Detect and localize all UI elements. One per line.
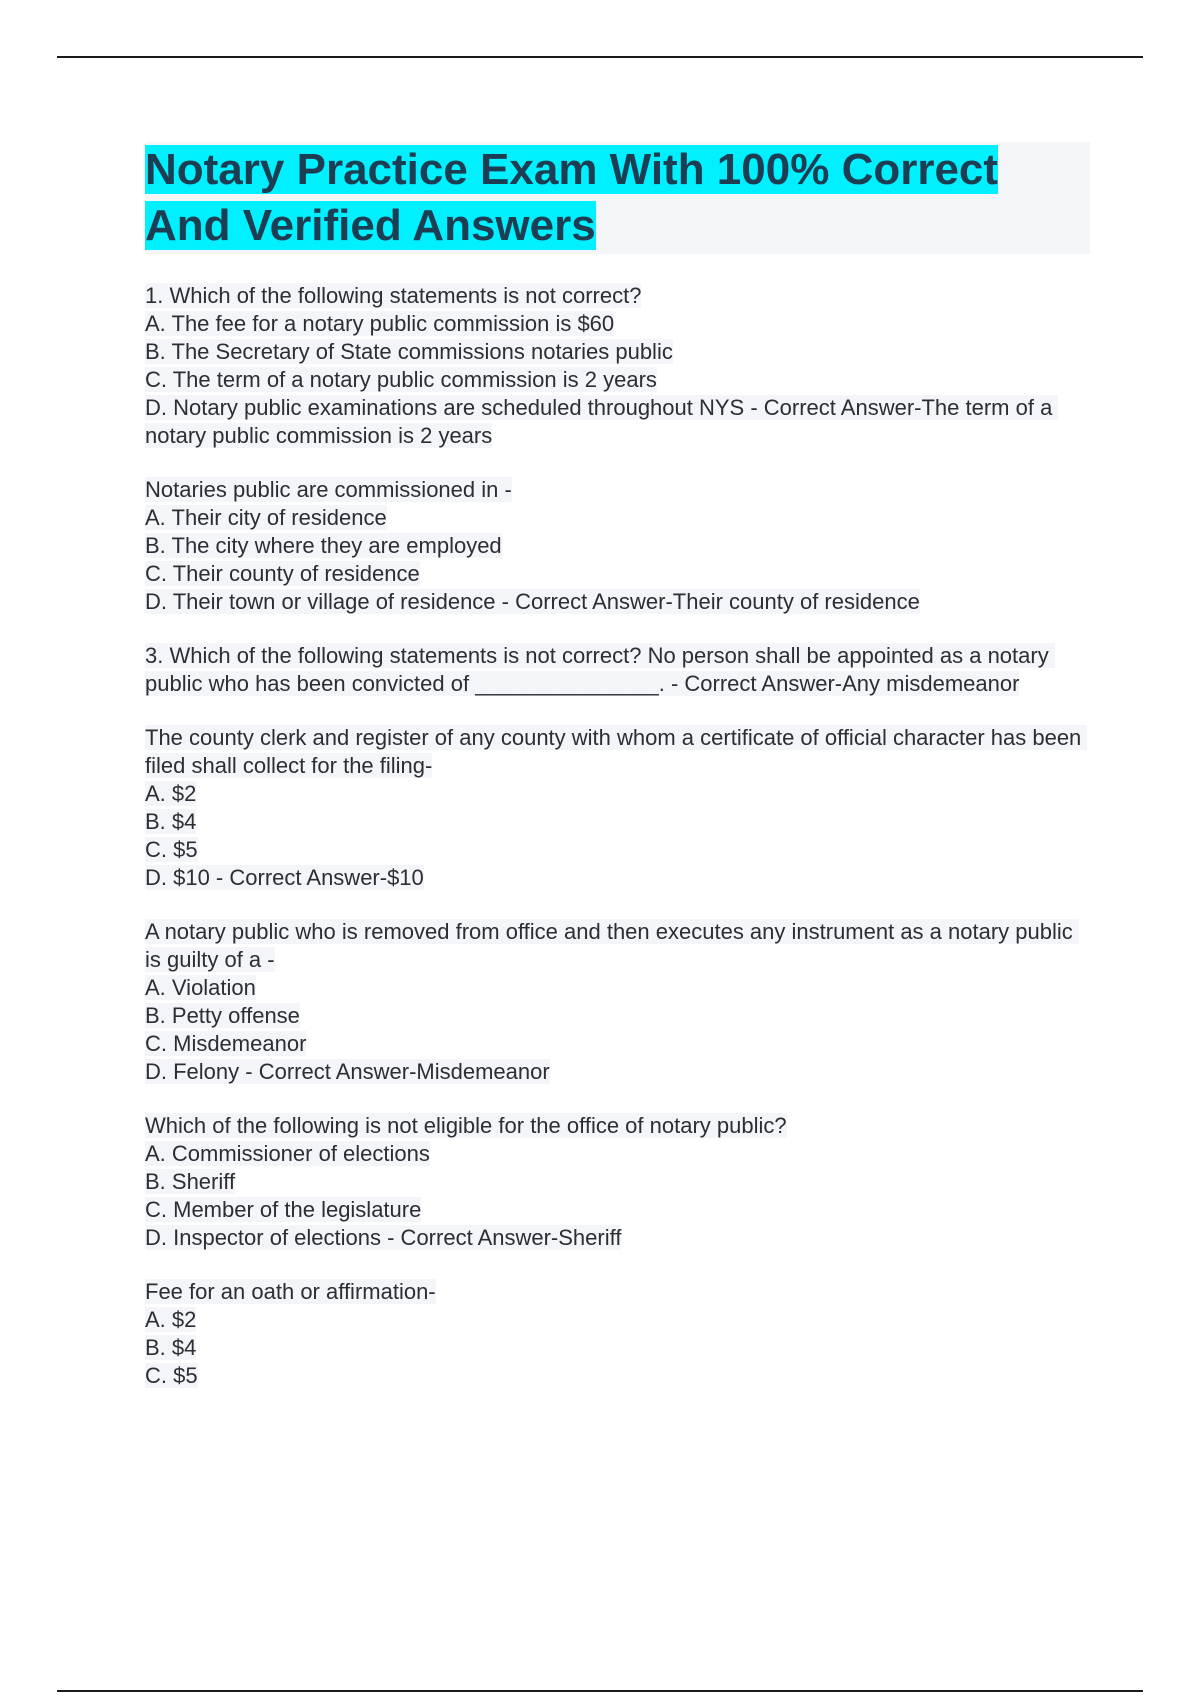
answer-option: C. $5 bbox=[145, 1363, 198, 1388]
answer-option: B. $4 bbox=[145, 1335, 197, 1360]
answer-option: A. Commissioner of elections bbox=[145, 1141, 430, 1166]
question-text: The county clerk and register of any county with whom a certificate of official character has been filed shall collect for the filing- bbox=[145, 725, 1088, 778]
answer-option: C. Their county of residence bbox=[145, 561, 420, 586]
answer-option: B. The city where they are employed bbox=[145, 533, 502, 558]
answer-option: D. Felony - Correct Answer-Misdemeanor bbox=[145, 1059, 550, 1084]
top-rule bbox=[57, 56, 1143, 58]
answer-option: C. Misdemeanor bbox=[145, 1031, 307, 1056]
answer-option: B. $4 bbox=[145, 809, 197, 834]
document-body bbox=[145, 142, 1090, 1416]
answer-option: C. $5 bbox=[145, 837, 198, 862]
answer-option: B. The Secretary of State commissions notaries public bbox=[145, 339, 673, 364]
question-text: 3. Which of the following statements is not correct? No person shall be appointed as a notary public who has been convicted of _______________. - Correct Answer-Any misdemeanor bbox=[145, 643, 1055, 696]
document-title: Notary Practice Exam With 100% Correct And Verified Answers bbox=[145, 145, 999, 250]
question-block bbox=[145, 918, 1090, 1086]
question-block bbox=[145, 1278, 1090, 1390]
question-block bbox=[145, 642, 1090, 698]
answer-option: A. $2 bbox=[145, 1307, 197, 1332]
question-block bbox=[145, 282, 1090, 450]
question-text: Fee for an oath or affirmation- bbox=[145, 1279, 436, 1304]
title-block bbox=[145, 142, 1090, 254]
answer-option: D. Inspector of elections - Correct Answer-Sheriff bbox=[145, 1225, 622, 1250]
bottom-rule bbox=[57, 1690, 1143, 1692]
question-text: Notaries public are commissioned in - bbox=[145, 477, 512, 502]
answer-option: A. The fee for a notary public commission is $60 bbox=[145, 311, 615, 336]
answer-option: A. $2 bbox=[145, 781, 197, 806]
answer-option: C. The term of a notary public commission is 2 years bbox=[145, 367, 657, 392]
question-text: 1. Which of the following statements is not correct? bbox=[145, 283, 642, 308]
question-block bbox=[145, 1112, 1090, 1252]
answer-option: A. Violation bbox=[145, 975, 256, 1000]
question-text: A notary public who is removed from office and then executes any instrument as a notary public is guilty of a - bbox=[145, 919, 1079, 972]
answer-option: D. Their town or village of residence - Correct Answer-Their county of residence bbox=[145, 589, 920, 614]
answer-option: B. Petty offense bbox=[145, 1003, 300, 1028]
question-text: Which of the following is not eligible for the office of notary public? bbox=[145, 1113, 787, 1138]
question-block bbox=[145, 476, 1090, 616]
answer-option: B. Sheriff bbox=[145, 1169, 236, 1194]
question-list bbox=[145, 282, 1090, 1390]
answer-option: C. Member of the legislature bbox=[145, 1197, 422, 1222]
answer-option: D. Notary public examinations are scheduled throughout NYS - Correct Answer-The term of a notary public commission is 2 years bbox=[145, 395, 1059, 448]
question-block bbox=[145, 724, 1090, 892]
answer-option: D. $10 - Correct Answer-$10 bbox=[145, 865, 424, 890]
answer-option: A. Their city of residence bbox=[145, 505, 387, 530]
